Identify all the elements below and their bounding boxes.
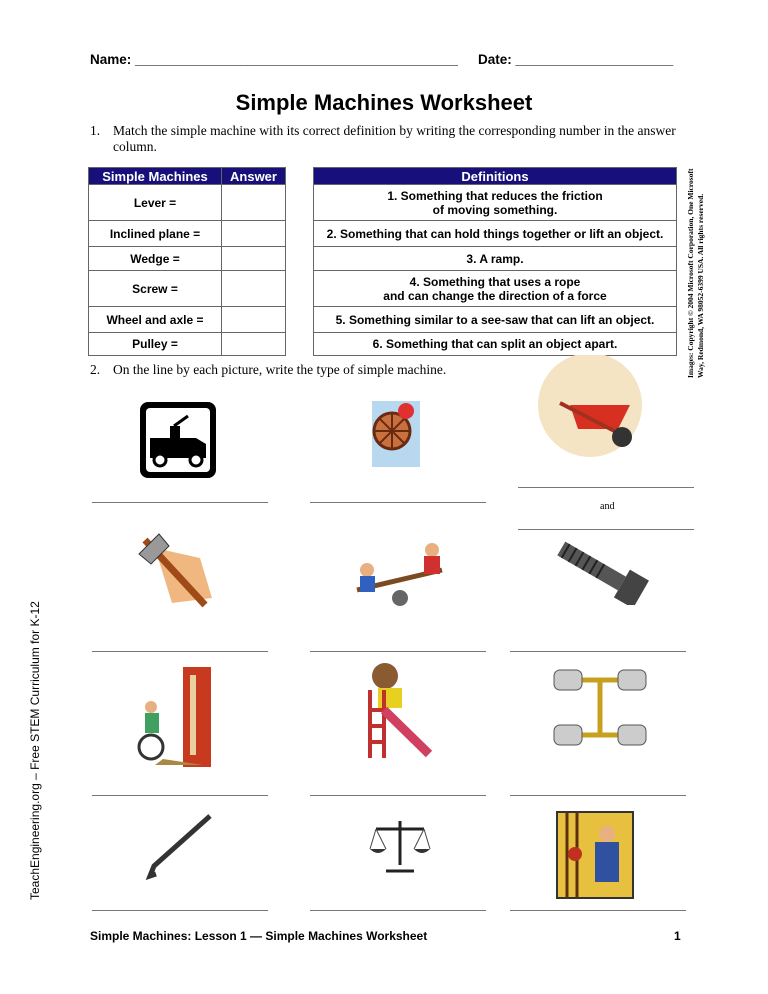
question-1-number: 1. — [90, 123, 101, 138]
seesaw-image — [352, 540, 447, 610]
answer-line[interactable] — [510, 795, 686, 796]
wheelbarrow-image — [530, 355, 660, 460]
water-wheel-image — [362, 393, 432, 471]
question-2-text: On the line by each picture, write the type of simple machine. — [113, 362, 447, 377]
answer-cell[interactable] — [222, 247, 286, 271]
wheelchair-ramp-image — [135, 665, 220, 775]
answer-line[interactable] — [510, 651, 686, 652]
answer-line[interactable] — [92, 910, 268, 911]
copyright-notice — [686, 169, 706, 378]
answer-cell[interactable] — [222, 221, 286, 247]
axe-image — [135, 530, 217, 610]
definition-cell: 3. A ramp. — [314, 247, 677, 271]
side-branding: TeachEngineering.org – Free STEM Curriculum for K-12 — [28, 601, 42, 900]
crowbar-image — [140, 810, 215, 880]
answer-cell[interactable] — [222, 185, 286, 221]
machine-cell: Inclined plane = — [89, 221, 222, 247]
copyright-line: Images: Copyright © 2004 Microsoft Corporation, One Microsoft — [686, 168, 695, 378]
machine-cell: Lever = — [89, 185, 222, 221]
answer-line[interactable] — [92, 502, 268, 503]
slide-image — [350, 660, 435, 760]
machine-cell: Screw = — [89, 271, 222, 307]
machine-cell: Pulley = — [89, 333, 222, 356]
definition-cell: 2. Something that can hold things together or lift an object. — [314, 221, 677, 247]
answer-cell[interactable] — [222, 307, 286, 333]
and-label: and — [600, 501, 615, 512]
col-machines: Simple Machines — [89, 168, 222, 185]
name-field[interactable]: Name: ___________________________________________ — [90, 52, 458, 67]
bolt-image — [550, 540, 655, 605]
question-1-text: Match the simple machine with its correct definition by writing the corresponding number in the answer column. — [113, 123, 676, 154]
answer-line[interactable] — [510, 910, 686, 911]
pulley-worker-image — [555, 810, 635, 900]
question-2-number: 2. — [90, 362, 101, 377]
answer-line[interactable] — [92, 795, 268, 796]
definitions-table — [313, 167, 677, 356]
answer-line[interactable] — [310, 502, 486, 503]
answer-cell[interactable] — [222, 333, 286, 356]
tow-truck-image — [138, 400, 218, 480]
definition-cell: 5. Something similar to a see-saw that can lift an object. — [314, 307, 677, 333]
copyright-line: Way, Redmond, WA 98052-6399 USA. All rights reserved. — [696, 193, 705, 378]
col-definitions: Definitions — [314, 168, 677, 185]
answer-line[interactable] — [310, 651, 486, 652]
col-answer: Answer — [222, 168, 286, 185]
date-field[interactable]: Date: _____________________ — [478, 52, 674, 67]
definition-cell: 4. Something that uses a rope and can change the direction of a force — [314, 271, 677, 307]
answer-line[interactable] — [92, 651, 268, 652]
answer-cell[interactable] — [222, 271, 286, 307]
page-number: 1 — [674, 929, 681, 943]
definition-cell: 1. Something that reduces the friction of moving something. — [314, 185, 677, 221]
page-title: Simple Machines Worksheet — [235, 90, 533, 115]
wheels-and-axles-image — [548, 665, 653, 750]
answer-line[interactable] — [310, 910, 486, 911]
machine-cell: Wheel and axle = — [89, 307, 222, 333]
answer-line[interactable] — [518, 487, 694, 488]
footer-title: Simple Machines: Lesson 1 — Simple Machines Worksheet — [90, 929, 428, 943]
machine-cell: Wedge = — [89, 247, 222, 271]
answer-line[interactable] — [310, 795, 486, 796]
answer-line[interactable] — [518, 529, 694, 530]
machines-table — [88, 167, 286, 356]
definition-cell: 6. Something that can split an object apart. — [314, 333, 677, 356]
balance-scale-image — [368, 815, 433, 875]
